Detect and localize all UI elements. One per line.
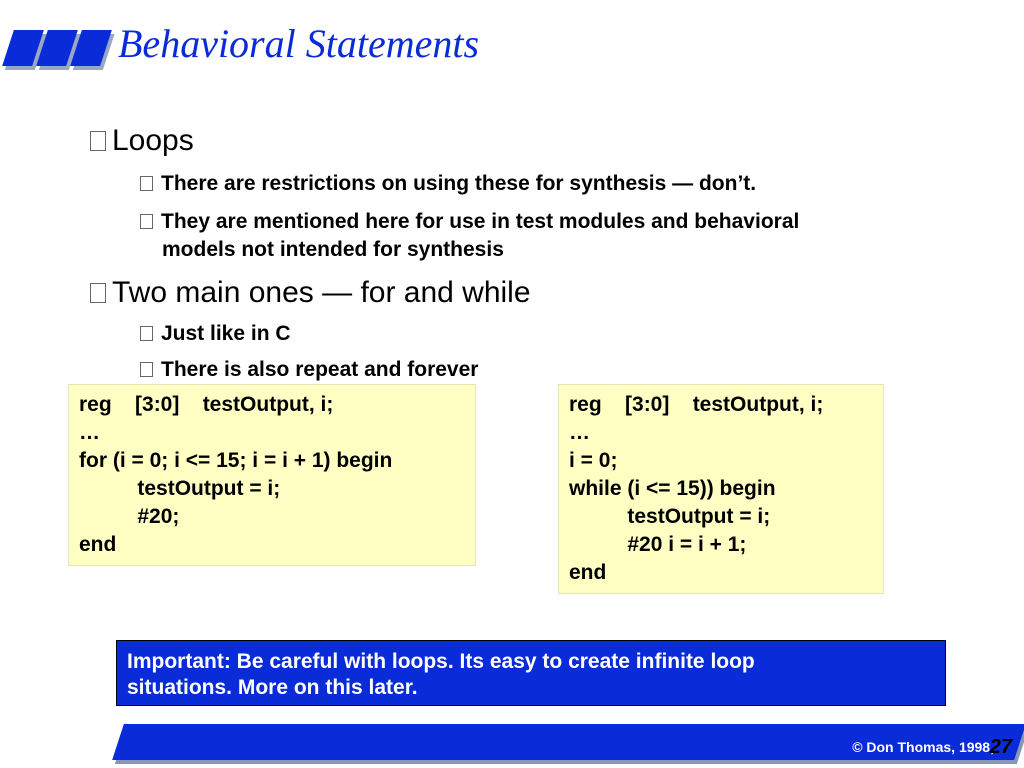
bullet-text: They are mentioned here for use in test modules and behavioral — [161, 210, 800, 233]
copyright-text: © Don Thomas, 1998, — [852, 739, 994, 755]
code-line: … — [569, 421, 590, 444]
logo-bar — [70, 30, 112, 66]
bullet-text: Loops — [112, 124, 194, 157]
code-line: while (i <= 15)) begin — [569, 477, 776, 500]
important-note — [116, 640, 946, 706]
bullet-text: There is also repeat and forever — [161, 358, 479, 381]
sub-bullet — [140, 208, 799, 264]
sub-bullet — [140, 358, 478, 382]
sub-bullet — [140, 172, 756, 196]
bullet-text: Two main ones — for and while — [112, 276, 531, 309]
page-number: 27 — [989, 736, 1012, 758]
bullet-text: Just like in C — [161, 322, 291, 345]
note-line: situations. More on this later. — [127, 676, 418, 699]
code-line: for (i = 0; i <= 15; i = i + 1) begin — [79, 449, 393, 472]
code-line: i = 0; — [569, 449, 618, 472]
bullet-icon — [90, 131, 106, 151]
bullet-icon — [90, 283, 106, 303]
bullet-icon — [140, 214, 153, 229]
note-line: Important: Be careful with loops. Its easy to create infinite loop — [127, 650, 755, 673]
sub-bullet — [140, 322, 291, 346]
bullet-two-main — [90, 276, 531, 310]
code-box-while-loop — [558, 384, 884, 594]
code-line: reg [3:0] testOutput, i; — [569, 393, 824, 416]
logo-bars — [0, 30, 112, 70]
code-box-for-loop — [68, 384, 476, 566]
code-line: reg [3:0] testOutput, i; — [79, 393, 334, 416]
code-line: end — [569, 561, 607, 584]
slide-title: Behavioral Statements — [118, 21, 480, 66]
code-line: #20 i = i + 1; — [569, 533, 747, 556]
bullet-loops — [90, 124, 194, 158]
code-line: testOutput = i; — [79, 477, 281, 500]
bullet-icon — [140, 176, 153, 191]
code-line: testOutput = i; — [569, 505, 771, 528]
bullet-icon — [140, 326, 153, 341]
code-line: … — [79, 421, 100, 444]
bullet-text-continued: models not intended for synthesis — [162, 238, 504, 261]
code-line: end — [79, 533, 117, 556]
bullet-text: There are restrictions on using these for synthesis — don’t. — [161, 172, 757, 195]
code-line: #20; — [79, 505, 180, 528]
bullet-icon — [140, 362, 153, 377]
